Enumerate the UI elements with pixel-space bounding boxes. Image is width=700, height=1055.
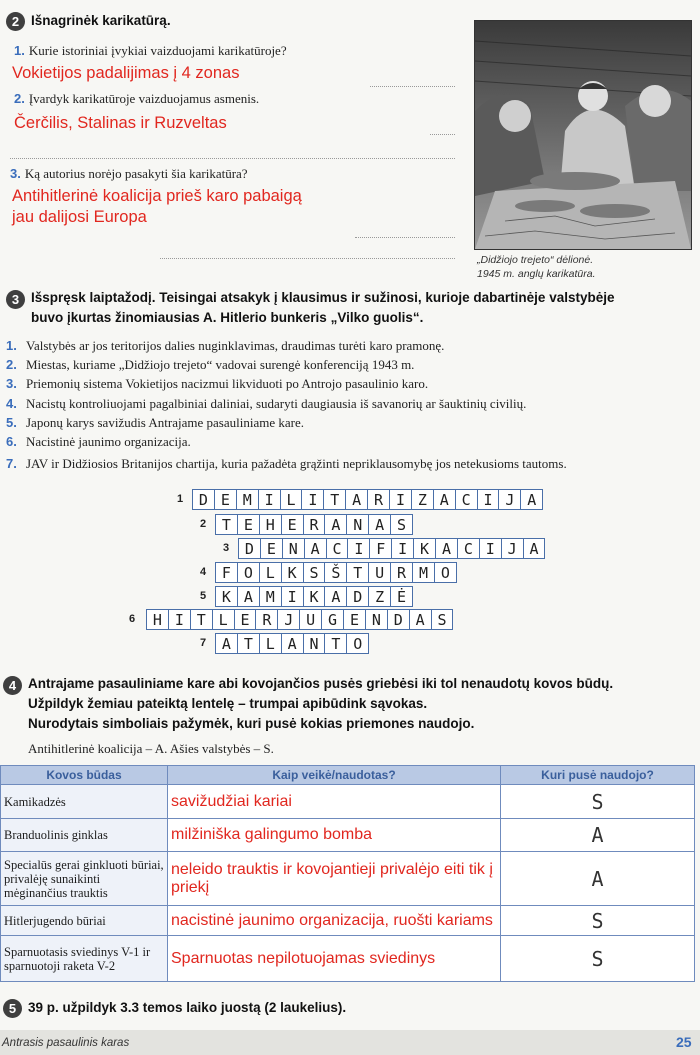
crossword-cell[interactable]: K (303, 586, 326, 607)
table-row (1, 936, 695, 982)
crossword-cell[interactable]: Š (324, 562, 347, 583)
crossword-cell[interactable]: I (281, 586, 304, 607)
crossword-cell[interactable]: D (192, 489, 215, 510)
table-header-row (1, 766, 695, 785)
crossword-cell[interactable]: R (255, 609, 278, 630)
answer-line (355, 237, 455, 238)
crossword-cell[interactable]: I (301, 489, 324, 510)
crossword-cell[interactable]: A (520, 489, 543, 510)
crossword-cell[interactable]: T (346, 562, 369, 583)
crossword-row-number: 1 (177, 493, 184, 505)
crossword-cell[interactable]: I (389, 489, 412, 510)
header-side: Kuri pusė naudojo? (501, 766, 695, 785)
question-2-number: 2. (14, 91, 25, 106)
header-description: Kaip veikė/naudotas? (168, 766, 501, 785)
page-number: 25 (676, 1034, 692, 1050)
crossword-cell[interactable]: T (237, 633, 260, 654)
crossword-cell[interactable]: L (212, 609, 235, 630)
crossword-cell[interactable]: K (215, 586, 238, 607)
side-cell[interactable]: S (501, 936, 695, 982)
crossword-row-number: 7 (200, 637, 207, 649)
crossword-cell[interactable]: C (457, 538, 480, 559)
crossword-row-number: 5 (200, 590, 207, 602)
crossword-row-number: 4 (200, 566, 207, 578)
question-3-number: 3. (10, 166, 21, 181)
crossword-cell[interactable]: T (215, 514, 238, 535)
caption-line-2: 1945 m. anglų karikatūra. (477, 268, 596, 280)
answer-2: Čerčilis, Stalinas ir Ruzveltas (14, 114, 227, 132)
section-4-title-line-2: Užpildyk žemiau pateiktą lentelę – trumpai apibūdink sąvokas. (28, 696, 428, 711)
crossword-cell[interactable]: A (324, 514, 347, 535)
crossword-cell[interactable]: L (259, 633, 282, 654)
crossword-cell[interactable]: Z (411, 489, 434, 510)
section-4-title-line-3: Nurodytais simboliais pažymėk, kuri pusė kokias priemones naudojo. (28, 716, 475, 731)
cartoon-caption (477, 253, 677, 281)
description-cell[interactable] (168, 852, 501, 906)
crossword-cell[interactable]: T (324, 633, 347, 654)
question-1-number: 1. (14, 43, 25, 58)
crossword-cell[interactable]: A (435, 538, 458, 559)
clue-item (6, 456, 567, 472)
crossword-cell[interactable]: N (282, 538, 305, 559)
caption-line-1: „Didžiojo trejeto“ dėlionė. (477, 254, 594, 266)
crossword-cell[interactable]: E (237, 514, 260, 535)
clue-number: 1. (6, 338, 17, 353)
clue-text: Priemonių sistema Vokietijos nacizmui likviduoti po Antrojo pasaulinio karo. (26, 376, 429, 391)
cartoon-drawing (475, 21, 691, 249)
crossword-cell[interactable]: D (346, 586, 369, 607)
crossword-cell[interactable]: J (498, 489, 521, 510)
question-3-text: Ką autorius norėjo pasakyti šia karikatūra? (24, 166, 248, 181)
crossword-cell[interactable]: N (346, 514, 369, 535)
crossword-cell[interactable]: T (323, 489, 346, 510)
question-1-text: Kurie istoriniai įvykiai vaizduojami karikatūroje? (28, 43, 287, 58)
crossword-cell[interactable]: S (390, 514, 413, 535)
question-2 (14, 90, 259, 108)
table-row (1, 819, 695, 852)
clue-number: 6. (6, 434, 17, 449)
section-3-title-line-1: Išspręsk laiptažodį. Teisingai atsakyk į klausimus ir sužinosi, kurioje dabartinėje valstybėje (31, 290, 615, 305)
clue-item (6, 396, 526, 412)
clue-text: Valstybės ar jos teritorijos dalies nuginklavimas, draudimas turėti karo pramonę. (26, 338, 445, 353)
crossword-cell[interactable]: O (434, 562, 457, 583)
crossword-cell[interactable]: E (234, 609, 257, 630)
description-cell[interactable] (168, 936, 501, 982)
section-4-title-line-1: Antrajame pasauliniame kare abi kovojančios pusės griebėsi iki tol nenaudotų kovos būdų. (28, 676, 614, 691)
crossword-cell[interactable]: A (281, 633, 304, 654)
clue-text: Japonų karys savižudis Antrajame pasauliniame kare. (26, 415, 304, 430)
footer-chapter: Antrasis pasaulinis karas (2, 1037, 130, 1049)
section-3-title-line-2: buvo įkurtas žinomiausias A. Hitlerio bunkeris „Vilko guolis“. (31, 310, 424, 325)
crossword-cell[interactable]: M (236, 489, 259, 510)
crossword-cell[interactable]: A (304, 538, 327, 559)
answer-line (430, 134, 455, 135)
clue-number: 3. (6, 376, 17, 391)
crossword-cell[interactable]: A (409, 609, 432, 630)
clue-text: Miestas, kuriame „Didžiojo trejeto“ vadovai surengė konferenciją 1943 m. (26, 357, 415, 372)
crossword-row (216, 562, 457, 583)
section-2-number: 2 (6, 12, 25, 31)
method-cell: Sparnuotasis sviedinys V-1 ir sparnuotoji raketa V-2 (1, 936, 168, 982)
clue-number: 7. (6, 456, 17, 471)
description-cell[interactable] (168, 819, 501, 852)
crossword-cell[interactable]: I (258, 489, 281, 510)
clue-number: 2. (6, 357, 17, 372)
crossword-cell[interactable]: S (303, 562, 326, 583)
crossword-cell[interactable]: N (365, 609, 388, 630)
answer-3-line-1: Antihitlerinė koalicija prieš karo pabaigą (12, 187, 302, 205)
description-answer: nacistinė jaunimo organizacija, ruošti kariams (171, 911, 493, 929)
crossword-cell[interactable]: O (237, 562, 260, 583)
crossword-row (216, 514, 413, 535)
description-answer: neleido trauktis ir kovojantieji privalėjo eiti tik į priekį (171, 860, 493, 896)
crossword-cell[interactable]: M (412, 562, 435, 583)
crossword-row (216, 586, 413, 607)
answer-3-line-2: jau dalijosi Europa (12, 208, 147, 226)
crossword-cell[interactable]: E (214, 489, 237, 510)
question-1 (14, 42, 287, 60)
side-cell[interactable]: A (501, 852, 695, 906)
crossword-cell[interactable]: J (501, 538, 524, 559)
crossword-cell[interactable]: L (280, 489, 303, 510)
section-5-text: 39 p. užpildyk 3.3 temos laiko juostą (2 laukelius). (28, 1000, 347, 1015)
table-row (1, 906, 695, 936)
crossword-cell[interactable]: A (523, 538, 546, 559)
clue-item (6, 357, 414, 373)
crossword-row-number: 2 (200, 518, 207, 530)
crossword-cell[interactable]: G (321, 609, 344, 630)
crossword-row (239, 538, 545, 559)
crossword-cell[interactable]: I (347, 538, 370, 559)
crossword-cell[interactable]: A (345, 489, 368, 510)
crossword-cell[interactable]: F (215, 562, 238, 583)
answer-line (10, 158, 455, 159)
answer-line (160, 258, 455, 259)
crossword-cell[interactable]: A (237, 586, 260, 607)
side-cell[interactable]: S (501, 906, 695, 936)
crossword-row (147, 609, 453, 630)
crossword-cell[interactable]: A (215, 633, 238, 654)
clue-item (6, 338, 444, 354)
section-3-number: 3 (6, 290, 25, 309)
method-cell: Hitlerjugendo būriai (1, 906, 168, 936)
method-cell: Kamikadzės (1, 785, 168, 819)
crossword-row-number: 3 (223, 542, 230, 554)
answer-1: Vokietijos padalijimas į 4 zonas (12, 64, 240, 82)
crossword-cell[interactable]: R (390, 562, 413, 583)
clue-text: JAV ir Didžiosios Britanijos chartija, kuria pažadėta grąžinti nepriklausomybę jos netekusioms tautoms. (26, 456, 567, 471)
crossword-cell[interactable]: D (387, 609, 410, 630)
crossword-cell[interactable]: I (479, 538, 502, 559)
header-method: Kovos būdas (1, 766, 168, 785)
clue-text: Nacistinė jaunimo organizacija. (26, 434, 191, 449)
cartoon-image (474, 20, 692, 250)
crossword-cell[interactable]: N (303, 633, 326, 654)
side-cell[interactable]: S (501, 785, 695, 819)
method-cell: Branduolinis ginklas (1, 819, 168, 852)
methods-table (0, 765, 695, 982)
crossword-cell[interactable]: R (367, 489, 390, 510)
section-4-number: 4 (3, 676, 22, 695)
clue-item (6, 415, 304, 431)
crossword-cell[interactable]: C (455, 489, 478, 510)
crossword-cell[interactable]: S (431, 609, 454, 630)
crossword-cell[interactable]: K (281, 562, 304, 583)
crossword-cell[interactable]: C (326, 538, 349, 559)
crossword-cell[interactable]: E (281, 514, 304, 535)
clue-item (6, 434, 191, 450)
crossword-cell[interactable]: L (259, 562, 282, 583)
crossword-cell[interactable]: U (368, 562, 391, 583)
description-answer: milžiniška galingumo bomba (171, 826, 372, 843)
crossword-row-number: 6 (129, 613, 136, 625)
legend-text: Antihitlerinė koalicija – A. Ašies valstybės – S. (28, 741, 274, 756)
clue-number: 5. (6, 415, 17, 430)
crossword-row (216, 633, 369, 654)
crossword-cell[interactable]: D (238, 538, 261, 559)
crossword-cell[interactable]: K (413, 538, 436, 559)
section-5-number: 5 (3, 999, 22, 1018)
crossword-cell[interactable]: Ė (390, 586, 413, 607)
crossword-cell[interactable]: A (324, 586, 347, 607)
table-row (1, 785, 695, 819)
crossword-cell[interactable]: O (346, 633, 369, 654)
crossword-cell[interactable]: I (391, 538, 414, 559)
clue-number: 4. (6, 396, 17, 411)
crossword-cell[interactable]: M (259, 586, 282, 607)
description-cell[interactable] (168, 906, 501, 936)
crossword-row (193, 489, 543, 510)
crossword-cell[interactable]: T (190, 609, 213, 630)
crossword-cell[interactable]: H (146, 609, 169, 630)
crossword-cell[interactable]: H (259, 514, 282, 535)
crossword-cell[interactable]: E (343, 609, 366, 630)
crossword-cell[interactable]: J (277, 609, 300, 630)
section-2-title: Išnagrinėk karikatūrą. (31, 13, 171, 28)
crossword-cell[interactable]: I (477, 489, 500, 510)
crossword-cell[interactable]: F (369, 538, 392, 559)
question-3 (10, 165, 248, 183)
description-answer: savižudžiai kariai (171, 792, 292, 810)
method-cell: Specialūs gerai ginkluoti būriai, privalėję sunaikinti mėginančius trauktis (1, 852, 168, 906)
crossword-cell[interactable]: I (168, 609, 191, 630)
question-2-text: Įvardyk karikatūroje vaizduojamus asmenis. (28, 91, 260, 106)
answer-line (370, 86, 455, 87)
table-row (1, 852, 695, 906)
description-cell[interactable] (168, 785, 501, 819)
crossword-cell[interactable]: R (303, 514, 326, 535)
crossword-cell[interactable]: Z (368, 586, 391, 607)
crossword-cell[interactable]: A (433, 489, 456, 510)
crossword-cell[interactable]: U (299, 609, 322, 630)
clue-text: Nacistų kontroliuojami pagalbiniai daliniai, sudaryti daugiausia iš savanorių ar šauktinių civilių. (26, 396, 527, 411)
description-answer: Sparnuotas nepilotuojamas sviedinys (171, 949, 436, 967)
crossword-cell[interactable]: E (260, 538, 283, 559)
clue-item (6, 376, 428, 392)
crossword-cell[interactable]: A (368, 514, 391, 535)
side-cell[interactable]: A (501, 819, 695, 852)
